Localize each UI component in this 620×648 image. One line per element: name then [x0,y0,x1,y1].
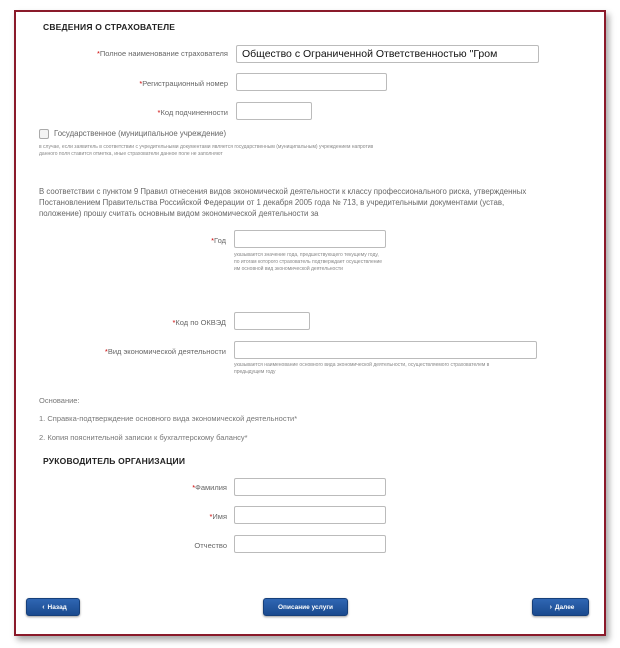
year-label: *Год [211,236,226,245]
chevron-left-icon: ‹ [42,604,45,611]
subordination-code-label: *Код подчиненности [157,108,228,117]
name-input[interactable] [234,506,386,524]
patronymic-input[interactable] [234,535,386,553]
insurer-section-title: СВЕДЕНИЯ О СТРАХОВАТЕЛЕ [43,22,176,32]
okved-label: *Код по ОКВЭД [172,318,226,327]
state-institution-hint: в случае, если заявитель в соответствии с учредительными документами является государственным (муниципальным) учреждением напротив данного поля ставится отметка, иные страхователи данное поле не заполняют [39,144,374,157]
basis-item-2: 2. Копия пояснительной записки к бухгалтерскому балансу* [39,433,248,442]
activity-intro-text: В соответствии с пунктом 9 Правил отнесения видов экономической деятельности к классу профессионального риска, утвержденных Постановлением Правительства Российской Федерации от 1 декабря 2005 года № 713, в учредительными документами (устав, положение) прошу считать основным видом экономической деятельности за [39,187,527,218]
head-section-title: РУКОВОДИТЕЛЬ ОРГАНИЗАЦИИ [43,456,186,466]
next-button[interactable]: › Далее [532,598,589,616]
activity-type-hint: указывается наименование основного вида экономической деятельности, осуществляемого страхователем в предыдущем году [234,362,490,375]
basis-item-1: 1. Справка-подтверждение основного вида экономической деятельности* [39,414,298,423]
year-input[interactable] [234,230,386,248]
activity-type-input[interactable] [234,341,537,359]
activity-type-label: *Вид экономической деятельности [104,347,226,356]
service-description-button[interactable]: Описание услуги [263,598,348,616]
name-label: *Имя [209,512,227,521]
state-institution-checkbox[interactable] [39,129,49,139]
year-hint: указывается значение года, предшествующего текущему году, по итогам которого страхователь подтверждает осуществление им основной вид экономической деятельности [234,252,383,272]
patronymic-label: Отчество [194,541,227,550]
subordination-code-input[interactable] [236,102,312,120]
required-mark: * [96,49,100,58]
full-name-input[interactable]: Общество с Ограниченной Ответственностью "Гром [236,45,539,63]
surname-input[interactable] [234,478,386,496]
chevron-right-icon: › [549,604,552,611]
full-name-label: *Полное наименование страхователя [96,49,228,58]
back-button[interactable]: ‹ Назад [26,598,80,616]
reg-number-label: *Регистрационный номер [139,79,228,88]
surname-label: *Фамилия [192,483,227,492]
basis-title: Основание: [39,396,80,405]
reg-number-input[interactable] [236,73,387,91]
state-institution-label: Государственное (муниципальное учреждение) [54,129,227,138]
okved-input[interactable] [234,312,310,330]
